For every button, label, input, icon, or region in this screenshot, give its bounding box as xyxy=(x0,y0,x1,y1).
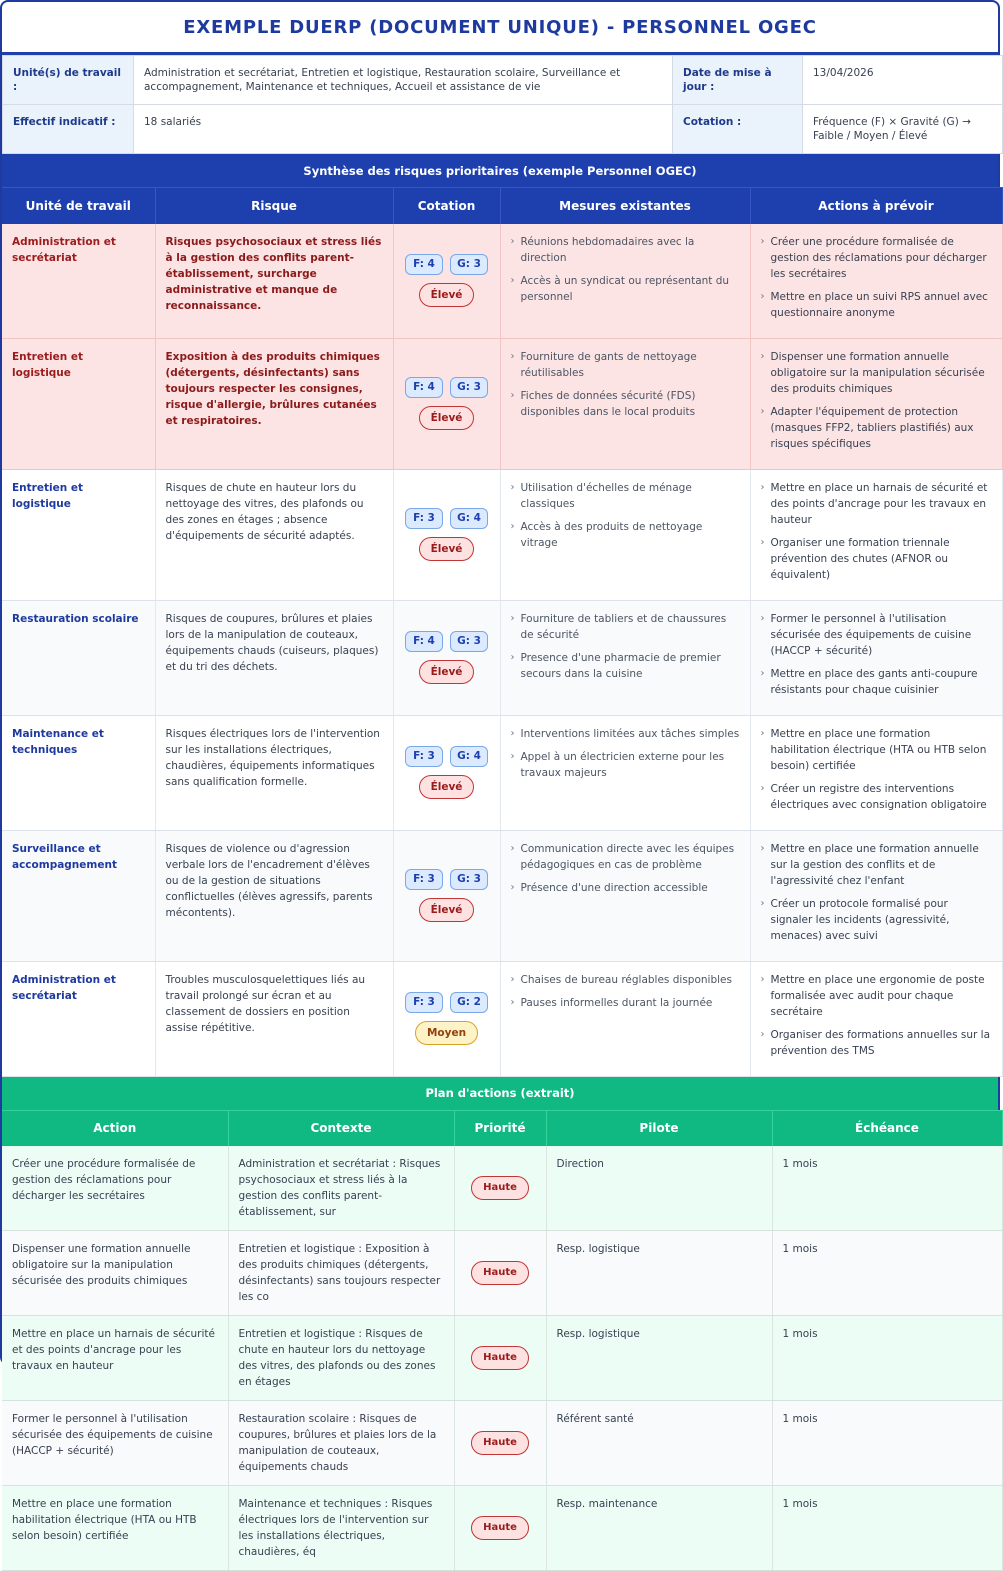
plan-header-action: Action xyxy=(2,1110,228,1146)
plan-action: Dispenser une formation annuelle obligatoire sur la manipulation sécurisée des produits chimiques xyxy=(2,1231,228,1316)
rating-pills xyxy=(398,631,496,652)
plan-row xyxy=(2,1401,1002,1486)
existing-measures xyxy=(500,830,750,961)
measure-item: › Pauses informelles durant la journée xyxy=(511,995,740,1011)
frequency-pill: F: 3 xyxy=(405,746,443,767)
planned-actions xyxy=(750,224,1002,339)
frequency-pill: F: 4 xyxy=(405,631,443,652)
plan-header-due: Échéance xyxy=(772,1110,1002,1146)
rating-label: Cotation : xyxy=(673,105,803,154)
level-badge-wrap xyxy=(398,283,496,307)
action-item: › Mettre en place une ergonomie de poste formalisée avec audit pour chaque secrétaire xyxy=(761,972,992,1020)
actions-list xyxy=(761,841,992,944)
risk-unit: Administration et secrétariat xyxy=(2,224,155,339)
level-badge: Élevé xyxy=(419,283,475,307)
risk-unit: Restauration scolaire xyxy=(2,600,155,715)
risks-header-unit: Unité de travail xyxy=(2,188,155,224)
measures-list xyxy=(511,972,740,1011)
risk-row xyxy=(2,830,1002,961)
plan-context: Entretien et logistique : Exposition à des produits chimiques (détergents, désinfectants) sans toujours respecter les co xyxy=(228,1231,454,1316)
gravity-pill: G: 3 xyxy=(450,631,488,652)
priority-badge: Haute xyxy=(471,1176,529,1200)
plan-due: 1 mois xyxy=(772,1316,1002,1401)
action-item: › Adapter l'équipement de protection (masques FFP2, tabliers plastifiés) aux risques spécifiques xyxy=(761,404,992,452)
plan-table xyxy=(2,1110,1003,1571)
measure-item: › Fourniture de gants de nettoyage réutilisables xyxy=(511,349,740,381)
plan-pilot: Référent santé xyxy=(546,1401,772,1486)
gravity-pill: G: 3 xyxy=(450,254,488,275)
plan-due: 1 mois xyxy=(772,1146,1002,1231)
frequency-pill: F: 4 xyxy=(405,254,443,275)
action-item: › Mettre en place des gants anti-coupure résistants pour chaque cuisinier xyxy=(761,666,992,698)
risk-rating xyxy=(393,338,500,469)
risk-unit: Administration et secrétariat xyxy=(2,961,155,1076)
plan-priority xyxy=(454,1231,546,1316)
measures-list xyxy=(511,841,740,896)
action-item: › Créer une procédure formalisée de gestion des réclamations pour décharger les secrétaires xyxy=(761,234,992,282)
measure-item: › Presence d'une pharmacie de premier secours dans la cuisine xyxy=(511,650,740,682)
risk-row xyxy=(2,961,1002,1076)
plan-due: 1 mois xyxy=(772,1401,1002,1486)
risk-unit: Surveillance et accompagnement xyxy=(2,830,155,961)
risks-table xyxy=(2,187,1003,1077)
risk-row xyxy=(2,469,1002,600)
plan-row xyxy=(2,1486,1002,1571)
plan-priority xyxy=(454,1316,546,1401)
level-badge-wrap xyxy=(398,775,496,799)
plan-section-title: Plan d'actions (extrait) xyxy=(2,1077,998,1110)
plan-action: Mettre en place une formation habilitation électrique (HTA ou HTB selon besoin) certifiée xyxy=(2,1486,228,1571)
measure-item: › Communication directe avec les équipes pédagogiques en cas de problème xyxy=(511,841,740,873)
actions-list xyxy=(761,972,992,1059)
risk-rating xyxy=(393,961,500,1076)
plan-priority xyxy=(454,1401,546,1486)
staff-value: 18 salariés xyxy=(134,105,673,154)
measures-list xyxy=(511,234,740,305)
page-title: EXEMPLE DUERP (DOCUMENT UNIQUE) - PERSONNEL OGEC xyxy=(183,17,816,38)
plan-pilot: Direction xyxy=(546,1146,772,1231)
risks-header-measures: Mesures existantes xyxy=(500,188,750,224)
update-value: 13/04/2026 xyxy=(803,56,1003,105)
measure-item: › Réunions hebdomadaires avec la direction xyxy=(511,234,740,266)
actions-list xyxy=(761,480,992,583)
plan-header-pilot: Pilote xyxy=(546,1110,772,1146)
measure-item: › Fiches de données sécurité (FDS) disponibles dans le local produits xyxy=(511,388,740,420)
planned-actions xyxy=(750,338,1002,469)
gravity-pill: G: 3 xyxy=(450,869,488,890)
plan-row xyxy=(2,1146,1002,1231)
level-badge: Élevé xyxy=(419,775,475,799)
existing-measures xyxy=(500,600,750,715)
actions-list xyxy=(761,349,992,452)
plan-action: Mettre en place un harnais de sécurité et des points d'ancrage pour les travaux en hauteur xyxy=(2,1316,228,1401)
rating-pills xyxy=(398,992,496,1013)
risk-description: Risques électriques lors de l'intervention sur les installations électriques, chaudières, équipements informatiques sans qualification formelle. xyxy=(155,715,393,830)
plan-priority xyxy=(454,1146,546,1231)
priority-badge: Haute xyxy=(471,1516,529,1540)
risks-header-row xyxy=(2,188,1002,224)
plan-pilot: Resp. maintenance xyxy=(546,1486,772,1571)
units-value: Administration et secrétariat, Entretien et logistique, Restauration scolaire, Surveillance et accompagnement, Maintenance et techniques, Accueil et assistance de vie xyxy=(134,56,673,105)
plan-context: Restauration scolaire : Risques de coupures, brûlures et plaies lors de la manipulation de couteaux, équipements chauds xyxy=(228,1401,454,1486)
plan-due: 1 mois xyxy=(772,1486,1002,1571)
measure-item: › Accès à des produits de nettoyage vitrage xyxy=(511,519,740,551)
plan-pilot: Resp. logistique xyxy=(546,1316,772,1401)
risk-description: Risques de chute en hauteur lors du nettoyage des vitres, des plafonds ou des zones en étages ; absence d'équipements de sécurité adaptés. xyxy=(155,469,393,600)
risk-row xyxy=(2,338,1002,469)
staff-label: Effectif indicatif : xyxy=(3,105,134,154)
risk-rating xyxy=(393,715,500,830)
plan-priority xyxy=(454,1486,546,1571)
actions-list xyxy=(761,611,992,698)
rating-pills xyxy=(398,377,496,398)
measure-item: › Appel à un électricien externe pour les travaux majeurs xyxy=(511,749,740,781)
plan-pilot: Resp. logistique xyxy=(546,1231,772,1316)
action-item: › Mettre en place une formation habilitation électrique (HTA ou HTB selon besoin) certifiée xyxy=(761,726,992,774)
risk-rating xyxy=(393,830,500,961)
risk-row xyxy=(2,600,1002,715)
existing-measures xyxy=(500,224,750,339)
measure-item: › Fourniture de tabliers et de chaussures de sécurité xyxy=(511,611,740,643)
level-badge: Élevé xyxy=(419,406,475,430)
plan-row xyxy=(2,1316,1002,1401)
measures-list xyxy=(511,480,740,551)
priority-badge: Haute xyxy=(471,1261,529,1285)
title-bar xyxy=(2,2,998,55)
risk-rating xyxy=(393,469,500,600)
action-item: › Organiser une formation triennale prévention des chutes (AFNOR ou équivalent) xyxy=(761,535,992,583)
action-item: › Créer un protocole formalisé pour signaler les incidents (agressivité, menaces) avec suivi xyxy=(761,896,992,944)
measure-item: › Chaises de bureau réglables disponibles xyxy=(511,972,740,988)
risk-row xyxy=(2,224,1002,339)
risk-rating xyxy=(393,600,500,715)
existing-measures xyxy=(500,715,750,830)
planned-actions xyxy=(750,830,1002,961)
measure-item: › Accès à un syndicat ou représentant du personnel xyxy=(511,273,740,305)
plan-action: Créer une procédure formalisée de gestion des réclamations pour décharger les secrétaires xyxy=(2,1146,228,1231)
actions-list xyxy=(761,234,992,321)
rating-pills xyxy=(398,869,496,890)
level-badge-wrap xyxy=(398,660,496,684)
measures-list xyxy=(511,611,740,682)
action-item: › Dispenser une formation annuelle obligatoire sur la manipulation sécurisée des produits chimiques xyxy=(761,349,992,397)
measure-item: › Interventions limitées aux tâches simples xyxy=(511,726,740,742)
level-badge: Moyen xyxy=(415,1021,478,1045)
planned-actions xyxy=(750,469,1002,600)
rating-pills xyxy=(398,746,496,767)
measures-list xyxy=(511,726,740,781)
level-badge-wrap xyxy=(398,406,496,430)
risk-description: Exposition à des produits chimiques (détergents, désinfectants) sans toujours respecter les consignes, risque d'allergie, brûlures cutanées et respiratoires. xyxy=(155,338,393,469)
planned-actions xyxy=(750,600,1002,715)
priority-badge: Haute xyxy=(471,1346,529,1370)
level-badge-wrap xyxy=(398,898,496,922)
risks-header-risk: Risque xyxy=(155,188,393,224)
existing-measures xyxy=(500,961,750,1076)
action-item: › Mettre en place une formation annuelle sur la gestion des conflits et de l'agressivité chez l'enfant xyxy=(761,841,992,889)
level-badge: Élevé xyxy=(419,660,475,684)
gravity-pill: G: 3 xyxy=(450,377,488,398)
level-badge-wrap xyxy=(398,537,496,561)
level-badge-wrap xyxy=(398,1021,496,1045)
rating-value: Fréquence (F) × Gravité (G) → Faible / Moyen / Élevé xyxy=(803,105,1003,154)
actions-list xyxy=(761,726,992,813)
gravity-pill: G: 4 xyxy=(450,508,488,529)
level-badge: Élevé xyxy=(419,898,475,922)
plan-action: Former le personnel à l'utilisation sécurisée des équipements de cuisine (HACCP + sécurité) xyxy=(2,1401,228,1486)
risk-unit: Entretien et logistique xyxy=(2,338,155,469)
plan-context: Administration et secrétariat : Risques psychosociaux et stress liés à la gestion des conflits parent-établissement, sur xyxy=(228,1146,454,1231)
risk-description: Risques de violence ou d'agression verbale lors de l'encadrement d'élèves ou de la gestion de situations conflictuelles (élèves agressifs, parents mécontents). xyxy=(155,830,393,961)
risks-section-title: Synthèse des risques prioritaires (exemple Personnel OGEC) xyxy=(2,154,998,187)
action-item: › Organiser des formations annuelles sur la prévention des TMS xyxy=(761,1027,992,1059)
priority-badge: Haute xyxy=(471,1431,529,1455)
risk-description: Troubles musculosquelettiques liés au travail prolongé sur écran et au classement de dossiers en position assise répétitive. xyxy=(155,961,393,1076)
plan-due: 1 mois xyxy=(772,1231,1002,1316)
units-label: Unité(s) de travail : xyxy=(3,56,134,105)
risk-description: Risques de coupures, brûlures et plaies lors de la manipulation de couteaux, équipements chauds (cuiseurs, plaques) et du tri des déchets. xyxy=(155,600,393,715)
planned-actions xyxy=(750,961,1002,1076)
gravity-pill: G: 4 xyxy=(450,746,488,767)
plan-header-row xyxy=(2,1110,1002,1146)
existing-measures xyxy=(500,338,750,469)
risk-rating xyxy=(393,224,500,339)
level-badge: Élevé xyxy=(419,537,475,561)
frequency-pill: F: 3 xyxy=(405,992,443,1013)
plan-context: Entretien et logistique : Risques de chute en hauteur lors du nettoyage des vitres, des plafonds ou des zones en étages xyxy=(228,1316,454,1401)
measure-item: › Utilisation d'échelles de ménage classiques xyxy=(511,480,740,512)
measure-item: › Présence d'une direction accessible xyxy=(511,880,740,896)
action-item: › Mettre en place un harnais de sécurité et des points d'ancrage pour les travaux en hauteur xyxy=(761,480,992,528)
frequency-pill: F: 3 xyxy=(405,508,443,529)
action-item: › Créer un registre des interventions électriques avec consignation obligatoire xyxy=(761,781,992,813)
plan-header-context: Contexte xyxy=(228,1110,454,1146)
risk-unit: Maintenance et techniques xyxy=(2,715,155,830)
frequency-pill: F: 4 xyxy=(405,377,443,398)
action-item: › Mettre en place un suivi RPS annuel avec questionnaire anonyme xyxy=(761,289,992,321)
plan-row xyxy=(2,1231,1002,1316)
risk-unit: Entretien et logistique xyxy=(2,469,155,600)
measures-list xyxy=(511,349,740,420)
plan-header-priority: Priorité xyxy=(454,1110,546,1146)
update-label: Date de mise à jour : xyxy=(673,56,803,105)
plan-context: Maintenance et techniques : Risques électriques lors de l'intervention sur les installations électriques, chaudières, éq xyxy=(228,1486,454,1571)
info-grid xyxy=(2,55,1003,154)
risks-header-actions: Actions à prévoir xyxy=(750,188,1002,224)
existing-measures xyxy=(500,469,750,600)
risk-description: Risques psychosociaux et stress liés à la gestion des conflits parent-établissement, surcharge administrative et manque de reconnaissance. xyxy=(155,224,393,339)
planned-actions xyxy=(750,715,1002,830)
gravity-pill: G: 2 xyxy=(450,992,488,1013)
risk-row xyxy=(2,715,1002,830)
rating-pills xyxy=(398,254,496,275)
frequency-pill: F: 3 xyxy=(405,869,443,890)
risks-header-rating: Cotation xyxy=(393,188,500,224)
rating-pills xyxy=(398,508,496,529)
action-item: › Former le personnel à l'utilisation sécurisée des équipements de cuisine (HACCP + sécurité) xyxy=(761,611,992,659)
